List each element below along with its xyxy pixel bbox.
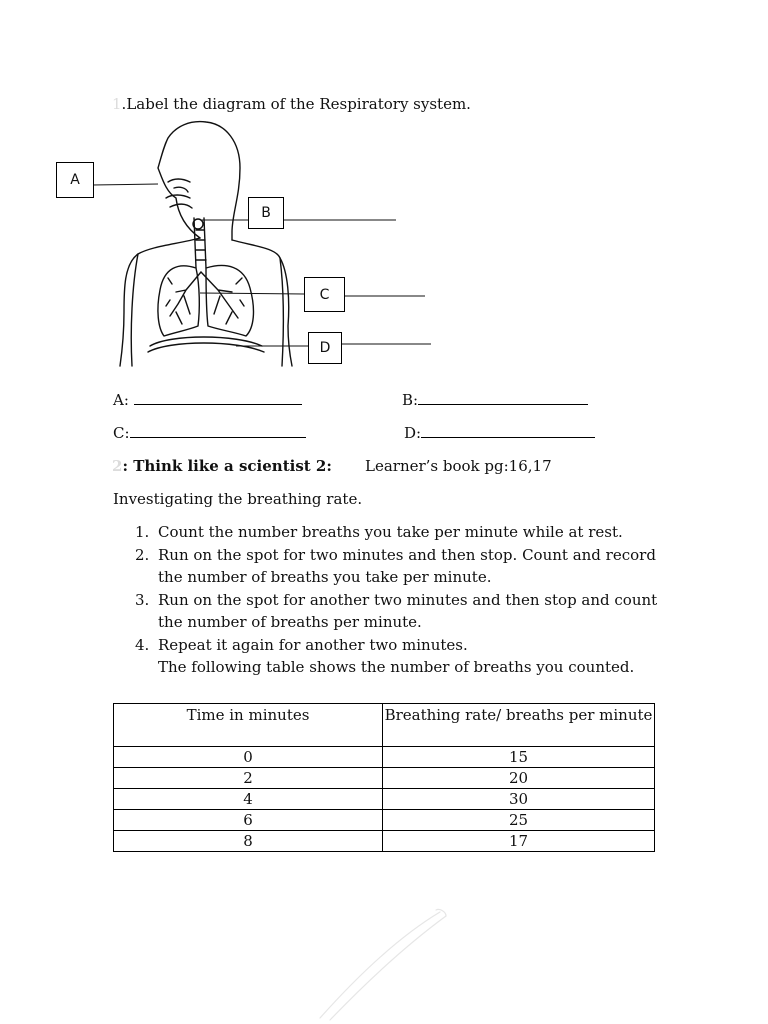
label-box-d: D [308,332,342,364]
table-cell: 15 [383,747,655,768]
answer-label-d: D: [404,424,422,442]
table-row [114,768,655,789]
step-text: Count the number breaths you take per minute while at rest. [158,523,623,541]
breathing-rate-table [113,703,655,852]
table-cell: 30 [383,789,655,810]
step-number: 1. [135,523,150,541]
table-cell: 4 [114,789,383,810]
instruction-text: .Label the diagram of the Respiratory system. [121,95,471,113]
answer-label-b: B: [402,391,419,409]
answer-blank-b[interactable] [418,391,588,405]
column-header-time: Time in minutes [114,704,383,747]
table-cell: 2 [114,768,383,789]
answer-blank-c[interactable] [130,424,306,438]
table-row [114,789,655,810]
table-cell: 6 [114,810,383,831]
answer-label-a: A: [113,391,134,409]
answer-line-a[interactable] [113,391,302,409]
respiratory-system-diagram [0,0,768,420]
book-reference: Learner’s book pg:16,17 [365,457,552,475]
step-text: Run on the spot for two minutes and then stop. Count and record the number of breaths you take per minute. [158,545,656,586]
step-text: Run on the spot for another two minutes and then stop and count the number of breaths per minute. [158,590,658,631]
step-text: Repeat it again for another two minutes. [158,635,468,654]
list-item [113,589,673,634]
answer-blank-a[interactable] [134,391,302,405]
label-box-c: C [304,277,345,312]
table-cell: 20 [383,768,655,789]
steps-list [113,521,673,679]
table-cell: 0 [114,747,383,768]
list-item [113,544,673,589]
activity-heading [112,455,332,477]
answer-line-c[interactable] [113,424,306,442]
answer-blank-d[interactable] [421,424,595,438]
activity-subtitle: Investigating the breathing rate. [113,490,363,508]
table-cell: 17 [383,831,655,852]
table-row [114,747,655,768]
pencil-scribble [290,900,460,1024]
label-box-b: B [248,197,284,229]
question-number-mark: 1 [112,95,122,113]
table-header-row [114,704,655,747]
answer-line-d[interactable] [404,424,595,442]
list-item [113,521,673,544]
step-number: 2. [135,545,150,564]
list-item [113,634,673,679]
step-number: 3. [135,590,150,609]
activity-heading-text: : Think like a scientist 2: [122,457,332,475]
answer-label-c: C: [113,424,130,442]
table-row [114,810,655,831]
table-cell: 25 [383,810,655,831]
table-cell: 8 [114,831,383,852]
step-number: 4. [135,635,150,654]
label-box-a: A [56,162,94,198]
activity-number-mark: 2 [112,457,123,475]
step-note: The following table shows the number of breaths you counted. [158,658,635,676]
table-row [114,831,655,852]
answer-line-b[interactable] [402,391,588,409]
column-header-rate: Breathing rate/ breaths per minute [383,704,655,747]
